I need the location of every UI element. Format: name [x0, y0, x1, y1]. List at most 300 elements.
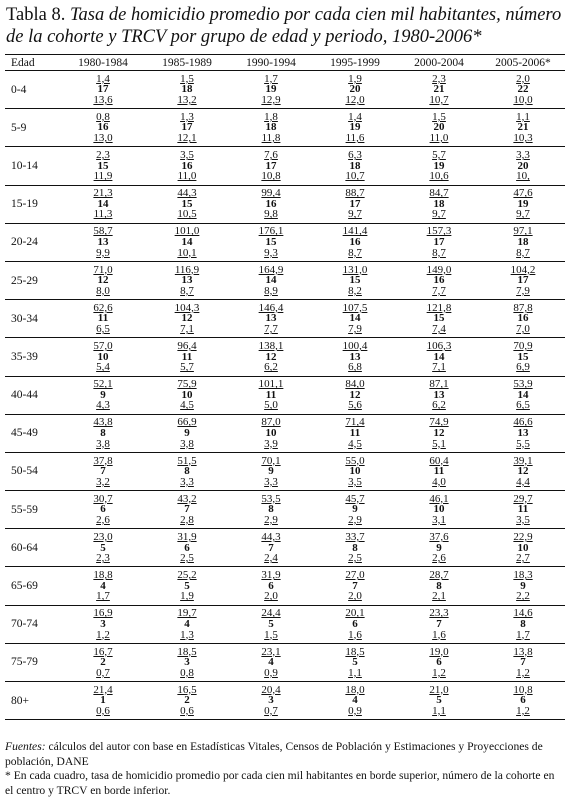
cohort-number: 10 [97, 350, 109, 363]
cohort-number: 16 [349, 236, 361, 249]
homicide-rate: 164,9 [258, 263, 284, 276]
trcv-value: 0,9 [348, 704, 362, 717]
data-cell [229, 223, 313, 261]
trcv-value: 8,7 [348, 246, 362, 259]
homicide-rate: 1,5 [180, 72, 194, 85]
data-cell [145, 491, 229, 529]
cohort-number: 5 [100, 541, 106, 554]
data-cell [145, 300, 229, 338]
cohort-number: 9 [436, 541, 442, 554]
trcv-value: 3,3 [264, 475, 278, 488]
cohort-number: 7 [520, 656, 526, 669]
trcv-value: 1,2 [516, 704, 530, 717]
cohort-number: 9 [520, 579, 526, 592]
data-cell [481, 682, 565, 720]
homicide-rate: 3,3 [516, 149, 530, 162]
table-row [5, 185, 565, 223]
cohort-number: 18 [349, 159, 361, 172]
data-cell [145, 529, 229, 567]
data-cell [481, 71, 565, 109]
homicide-rate: 106,3 [426, 340, 452, 353]
trcv-value: 1,9 [180, 590, 194, 603]
cohort-number: 9 [352, 503, 358, 516]
homicide-rate: 60,4 [429, 454, 449, 467]
source-label: Fuentes: [5, 740, 46, 753]
cohort-number: 17 [181, 121, 193, 134]
homicide-rate: 2,0 [516, 72, 530, 85]
homicide-rate: 51,5 [177, 454, 197, 467]
data-cell [61, 452, 145, 490]
trcv-value: 2,0 [348, 590, 362, 603]
data-cell [145, 338, 229, 376]
trcv-value: 4,3 [96, 399, 110, 412]
homicide-rate: 44,3 [177, 187, 197, 200]
cohort-number: 18 [265, 121, 277, 134]
homicide-rate: 1,7 [264, 72, 278, 85]
data-cell [397, 376, 481, 414]
trcv-value: 3,8 [180, 437, 194, 450]
data-cell [481, 109, 565, 147]
data-cell [313, 223, 397, 261]
cohort-number: 2 [184, 694, 190, 707]
data-cell [397, 71, 481, 109]
trcv-value: 3,3 [180, 475, 194, 488]
trcv-value: 0,7 [96, 666, 110, 679]
cohort-number: 4 [352, 694, 358, 707]
age-group-cell: 70-74 [5, 605, 61, 643]
cohort-number: 15 [97, 159, 109, 172]
homicide-rate: 2,3 [432, 72, 446, 85]
data-cell [61, 567, 145, 605]
trcv-value: 11,0 [177, 170, 197, 183]
homicide-rate: 23,0 [93, 530, 113, 543]
homicide-rate: 66,9 [177, 416, 197, 429]
table-row [5, 414, 565, 452]
table-row [5, 376, 565, 414]
age-group-cell: 25-29 [5, 261, 61, 299]
trcv-value: 2,1 [432, 590, 446, 603]
trcv-value: 3,1 [432, 513, 446, 526]
homicide-rate: 100,4 [342, 340, 368, 353]
cohort-number: 1 [100, 694, 106, 707]
data-cell [61, 643, 145, 681]
trcv-value: 9,7 [348, 208, 362, 221]
cohort-number: 18 [181, 83, 193, 96]
data-cell [397, 643, 481, 681]
homicide-rate: 1,3 [180, 110, 194, 123]
table-row [5, 300, 565, 338]
data-cell [61, 109, 145, 147]
cohort-number: 10 [181, 388, 193, 401]
data-cell [313, 71, 397, 109]
data-cell [481, 414, 565, 452]
trcv-value: 10, [516, 170, 530, 183]
age-group-cell: 15-19 [5, 185, 61, 223]
homicide-rate: 16,7 [93, 645, 113, 658]
column-header-edad: Edad [5, 55, 61, 71]
cohort-number: 4 [184, 617, 190, 630]
homicide-rate: 3,5 [180, 149, 194, 162]
data-cell [313, 567, 397, 605]
cohort-number: 19 [433, 159, 445, 172]
data-cell [481, 567, 565, 605]
trcv-value: 8,0 [96, 284, 110, 297]
data-cell [61, 147, 145, 185]
column-header-period: 2005-2006* [481, 55, 565, 71]
age-group-cell: 35-39 [5, 338, 61, 376]
cohort-number: 10 [349, 465, 361, 478]
footnote: * En cada cuadro, tasa de homicidio promedio por cada cien mil habitantes en borde superior, número de la cohorte en el centro y TRCV en borde inferior. [5, 769, 555, 797]
homicide-rate: 43,8 [93, 416, 113, 429]
column-header-period: 1980-1984 [61, 55, 145, 71]
trcv-value: 2,8 [180, 513, 194, 526]
data-cell [61, 300, 145, 338]
trcv-value: 7,0 [516, 323, 530, 336]
cohort-number: 14 [97, 197, 109, 210]
table-row [5, 338, 565, 376]
cohort-number: 11 [517, 503, 529, 516]
cohort-number: 12 [349, 388, 361, 401]
data-cell [397, 300, 481, 338]
cohort-number: 18 [433, 197, 445, 210]
cohort-number: 8 [100, 426, 106, 439]
trcv-value: 11,6 [345, 132, 365, 145]
trcv-value: 2,3 [96, 552, 110, 565]
data-cell [145, 605, 229, 643]
cohort-number: 13 [433, 388, 445, 401]
trcv-value: 6,5 [96, 323, 110, 336]
homicide-rate: 20,1 [345, 607, 365, 620]
trcv-value: 5,0 [264, 399, 278, 412]
homicide-rate: 107,5 [342, 301, 368, 314]
cohort-number: 13 [181, 274, 193, 287]
trcv-value: 5,6 [348, 399, 362, 412]
cohort-number: 19 [349, 121, 361, 134]
homicide-rate: 37,8 [93, 454, 113, 467]
data-cell [481, 147, 565, 185]
cohort-number: 5 [184, 579, 190, 592]
cohort-number: 10 [433, 503, 445, 516]
trcv-value: 3,5 [516, 513, 530, 526]
cohort-number: 16 [433, 274, 445, 287]
cohort-number: 19 [517, 197, 529, 210]
homicide-rate: 31,9 [261, 569, 281, 582]
trcv-value: 2,6 [96, 513, 110, 526]
cohort-number: 12 [97, 274, 109, 287]
cohort-number: 2 [100, 656, 106, 669]
homicide-rate: 101,1 [258, 378, 284, 391]
homicide-rate: 84,7 [429, 187, 449, 200]
data-cell [145, 452, 229, 490]
homicide-rate: 24,4 [261, 607, 281, 620]
trcv-value: 10,1 [177, 246, 197, 259]
cohort-number: 5 [352, 656, 358, 669]
cohort-number: 6 [352, 617, 358, 630]
trcv-value: 10,3 [513, 132, 533, 145]
data-cell [145, 185, 229, 223]
trcv-value: 8,9 [264, 284, 278, 297]
data-cell [397, 109, 481, 147]
homicide-rate: 176,1 [258, 225, 284, 238]
trcv-value: 1,3 [180, 628, 194, 641]
cohort-number: 17 [265, 159, 277, 172]
trcv-value: 2,0 [264, 590, 278, 603]
data-cell [397, 491, 481, 529]
cohort-number: 16 [181, 159, 193, 172]
data-cell [229, 185, 313, 223]
trcv-value: 6,8 [348, 361, 362, 374]
trcv-value: 9,9 [96, 246, 110, 259]
homicide-rate: 57,0 [93, 340, 113, 353]
table-row [5, 491, 565, 529]
cohort-number: 15 [265, 236, 277, 249]
cohort-number: 15 [349, 274, 361, 287]
cohort-number: 15 [181, 197, 193, 210]
homicide-rate: 0,8 [96, 110, 110, 123]
table-row [5, 71, 565, 109]
homicide-rate: 31,9 [177, 530, 197, 543]
homicide-rate: 1,5 [432, 110, 446, 123]
data-cell [61, 71, 145, 109]
homicide-rate: 21,0 [429, 683, 449, 696]
data-cell [229, 338, 313, 376]
homicide-rate: 146,4 [258, 301, 284, 314]
trcv-value: 0,9 [264, 666, 278, 679]
trcv-value: 9,3 [264, 246, 278, 259]
cohort-number: 6 [436, 656, 442, 669]
homicide-rate: 157,3 [426, 225, 452, 238]
data-cell [145, 261, 229, 299]
trcv-value: 1,6 [348, 628, 362, 641]
cohort-number: 5 [436, 694, 442, 707]
homicide-rate: 18,8 [93, 569, 113, 582]
cohort-number: 4 [268, 656, 274, 669]
homicide-rate: 29,7 [513, 492, 533, 505]
trcv-value: 10,6 [429, 170, 449, 183]
homicide-rate: 87,1 [429, 378, 449, 391]
cohort-number: 6 [268, 579, 274, 592]
homicide-rate: 13,8 [513, 645, 533, 658]
homicide-rate: 20,4 [261, 683, 281, 696]
cohort-number: 9 [184, 426, 190, 439]
homicide-rate: 71,0 [93, 263, 113, 276]
trcv-value: 13,2 [177, 93, 197, 106]
data-cell [313, 338, 397, 376]
homicide-rate: 52,1 [93, 378, 113, 391]
trcv-value: 6,2 [264, 361, 278, 374]
trcv-value: 9,7 [516, 208, 530, 221]
trcv-value: 11,3 [93, 208, 113, 221]
data-cell [145, 414, 229, 452]
data-cell [481, 261, 565, 299]
homicide-rate: 46,6 [513, 416, 533, 429]
cohort-number: 9 [268, 465, 274, 478]
cohort-number: 14 [349, 312, 361, 325]
cohort-number: 11 [97, 312, 109, 325]
data-cell [229, 261, 313, 299]
data-cell [145, 109, 229, 147]
trcv-value: 0,6 [180, 704, 194, 717]
trcv-value: 3,5 [348, 475, 362, 488]
cohort-number: 11 [181, 350, 193, 363]
data-cell [229, 682, 313, 720]
trcv-value: 2,7 [516, 552, 530, 565]
table-title [6, 4, 566, 48]
data-cell [145, 147, 229, 185]
table-row [5, 109, 565, 147]
trcv-value: 7,7 [432, 284, 446, 297]
data-cell [229, 109, 313, 147]
data-cell [61, 185, 145, 223]
cohort-number: 14 [433, 350, 445, 363]
table-row [5, 643, 565, 681]
cohort-number: 20 [517, 159, 529, 172]
cohort-number: 3 [184, 656, 190, 669]
trcv-value: 1,5 [264, 628, 278, 641]
cohort-number: 7 [100, 465, 106, 478]
data-cell [481, 338, 565, 376]
trcv-value: 1,2 [432, 666, 446, 679]
trcv-value: 11,9 [93, 170, 113, 183]
data-cell [313, 376, 397, 414]
age-group-cell: 75-79 [5, 643, 61, 681]
trcv-value: 5,1 [432, 437, 446, 450]
cohort-number: 14 [181, 236, 193, 249]
data-cell [481, 300, 565, 338]
data-cell [481, 452, 565, 490]
data-cell [229, 71, 313, 109]
cohort-number: 7 [184, 503, 190, 516]
trcv-value: 1,6 [432, 628, 446, 641]
age-group-cell: 55-59 [5, 491, 61, 529]
homicide-rate: 16,9 [93, 607, 113, 620]
data-cell [397, 185, 481, 223]
cohort-number: 9 [100, 388, 106, 401]
data-cell [313, 185, 397, 223]
data-cell [481, 223, 565, 261]
trcv-value: 11,8 [261, 132, 281, 145]
cohort-number: 19 [265, 83, 277, 96]
cohort-number: 17 [97, 83, 109, 96]
homicide-rate: 28,7 [429, 569, 449, 582]
trcv-value: 8,7 [516, 246, 530, 259]
homicide-rate: 58,7 [93, 225, 113, 238]
age-group-cell: 10-14 [5, 147, 61, 185]
data-cell [397, 567, 481, 605]
homicide-rate: 53,9 [513, 378, 533, 391]
homicide-table [5, 55, 565, 720]
homicide-rate: 75,9 [177, 378, 197, 391]
data-cell [61, 376, 145, 414]
data-cell [61, 529, 145, 567]
age-group-cell: 5-9 [5, 109, 61, 147]
trcv-value: 2,5 [348, 552, 362, 565]
trcv-value: 2,9 [348, 513, 362, 526]
homicide-rate: 22,9 [513, 530, 533, 543]
homicide-rate: 87,0 [261, 416, 281, 429]
data-cell [61, 338, 145, 376]
homicide-rate: 10,8 [513, 683, 533, 696]
age-group-cell: 60-64 [5, 529, 61, 567]
trcv-value: 12,0 [345, 93, 365, 106]
trcv-value: 2,4 [264, 552, 278, 565]
data-cell [145, 682, 229, 720]
data-cell [229, 567, 313, 605]
cohort-number: 21 [433, 83, 445, 96]
cohort-number: 8 [436, 579, 442, 592]
table-number: Tabla 8. [6, 5, 70, 25]
trcv-value: 8,2 [348, 284, 362, 297]
age-group-cell: 0-4 [5, 71, 61, 109]
data-cell [397, 414, 481, 452]
trcv-value: 8,7 [180, 284, 194, 297]
homicide-rate: 99,4 [261, 187, 281, 200]
homicide-rate: 37,6 [429, 530, 449, 543]
cohort-number: 12 [181, 312, 193, 325]
homicide-rate: 53,5 [261, 492, 281, 505]
cohort-number: 16 [97, 121, 109, 134]
trcv-value: 5,4 [96, 361, 110, 374]
trcv-value: 4,5 [180, 399, 194, 412]
trcv-value: 10,8 [261, 170, 281, 183]
data-cell [145, 567, 229, 605]
homicide-rate: 104,2 [510, 263, 536, 276]
data-cell [481, 643, 565, 681]
data-cell [229, 376, 313, 414]
trcv-value: 7,9 [516, 284, 530, 297]
trcv-value: 8,7 [432, 246, 446, 259]
data-cell [61, 414, 145, 452]
homicide-rate: 39,1 [513, 454, 533, 467]
age-group-cell: 65-69 [5, 567, 61, 605]
data-cell [397, 452, 481, 490]
trcv-value: 7,9 [348, 323, 362, 336]
table-row [5, 567, 565, 605]
trcv-value: 1,2 [516, 666, 530, 679]
trcv-value: 11,0 [429, 132, 449, 145]
trcv-value: 10,7 [345, 170, 365, 183]
table-row [5, 261, 565, 299]
data-cell [229, 300, 313, 338]
trcv-value: 0,8 [180, 666, 194, 679]
data-cell [313, 300, 397, 338]
trcv-value: 10,5 [177, 208, 197, 221]
cohort-number: 13 [97, 236, 109, 249]
cohort-number: 3 [100, 617, 106, 630]
data-cell [397, 147, 481, 185]
cohort-number: 18 [517, 236, 529, 249]
cohort-number: 8 [520, 617, 526, 630]
cohort-number: 7 [268, 541, 274, 554]
cohort-number: 17 [433, 236, 445, 249]
trcv-value: 7,1 [432, 361, 446, 374]
trcv-value: 1,1 [348, 666, 362, 679]
age-group-cell: 80+ [5, 682, 61, 720]
homicide-rate: 141,4 [342, 225, 368, 238]
column-header-period: 1990-1994 [229, 55, 313, 71]
homicide-rate: 101,0 [174, 225, 200, 238]
cohort-number: 5 [268, 617, 274, 630]
source-text: cálculos del autor con base en Estadísticas Vitales, Censos de Población y Estimaciones y Proyecciones de población, DANE [5, 740, 543, 768]
data-cell [229, 147, 313, 185]
data-cell [145, 376, 229, 414]
data-cell [481, 376, 565, 414]
data-cell [61, 682, 145, 720]
cohort-number: 13 [265, 312, 277, 325]
homicide-rate: 55,0 [345, 454, 365, 467]
data-cell [397, 529, 481, 567]
data-cell [481, 185, 565, 223]
